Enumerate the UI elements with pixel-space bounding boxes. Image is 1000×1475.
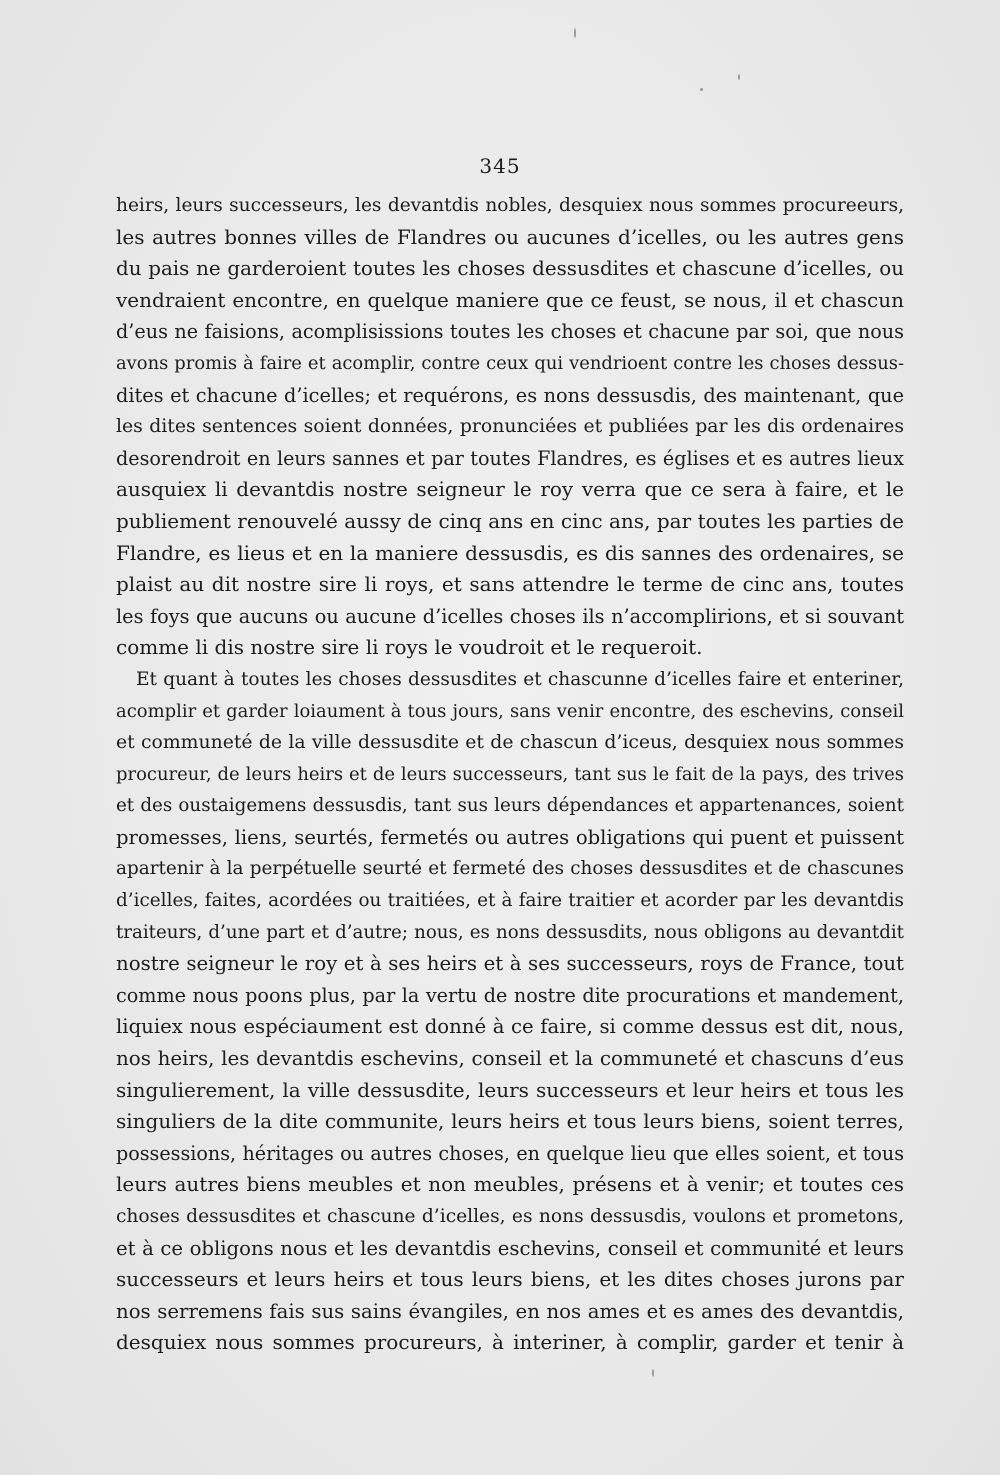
paper-speck <box>574 28 576 38</box>
page-number: 345 <box>479 154 521 178</box>
text-line: plaist au dit nostre sire li roys, et sans attendre le terme de cinc ans, toutes <box>116 572 904 597</box>
text-line: d’eus ne faisions, acomplisissions toutes les choses et chacune par soi, que nous <box>116 320 904 344</box>
text-line: leurs autres biens meubles et non meubles, présens et à venir; et toutes ces <box>116 1172 904 1197</box>
text-line: vendraient encontre, en quelque maniere que ce feust, se nous, il et chascun <box>116 287 904 312</box>
text-line: du pais ne garderoient toutes les choses dessusdites et chascune d’icelles, ou <box>116 257 904 281</box>
body-text <box>116 190 904 1359</box>
text-line: nos serremens fais sus sains évangiles, en nos ames et es ames des devantdis, <box>116 1299 904 1323</box>
text-line: procureur, de leurs heirs et de leurs successeurs, tant sus le fait de la pays, des trives <box>116 763 904 785</box>
text-line: les dites sentences soient données, pronunciées et publiées par les dis ordenaires <box>116 416 904 438</box>
text-line: acomplir et garder loiaument à tous jours, sans venir encontre, des eschevins, conseil <box>116 700 904 722</box>
text-line: et des oustaigemens dessusdis, tant sus leurs dépendances et appartenances, soient <box>116 795 904 817</box>
text-line: desorendroit en leurs sannes et par toutes Flandres, es églises et es autres lieux <box>116 446 904 470</box>
text-line: nostre seigneur le roy et à ses heirs et à ses successeurs, roys de France, tout <box>116 952 904 976</box>
text-line: heirs, leurs successeurs, les devantdis nobles, desquiex nous sommes procureeurs, <box>116 195 904 216</box>
text-line: dites et chacune d’icelles; et requérons, es nons dessusdis, des maintenant, que <box>116 383 904 407</box>
text-line: les autres bonnes villes de Flandres ou aucunes d’icelles, ou les autres gens <box>116 224 904 249</box>
text-line: Flandre, es lieus et en la maniere dessusdis, es dis sannes des ordenaires, se <box>116 540 904 565</box>
text-line: avons promis à faire et acomplir, contre ceux qui vendrioent contre les choses dessus- <box>116 352 904 374</box>
text-line: singulierement, la ville dessusdite, leurs successeurs et leur heirs et tous les <box>116 1077 904 1102</box>
paper-speck <box>738 74 740 80</box>
text-line: promesses, liens, seurtés, fermetés ou autres obligations qui puent et puissent <box>116 825 904 849</box>
text-line: et communeté de la ville dessusdite et de chascun d’iceus, desquiex nous sommes <box>116 732 904 754</box>
text-line: desquiex nous sommes procureurs, à interiner, à complir, garder et tenir à <box>116 1330 904 1355</box>
text-line: comme nous poons plus, par la vertu de nostre dite procurations et mandement, <box>116 983 904 1007</box>
text-line: choses dessusdites et chascune d’icelles, es nons dessusdis, voulons et prometons, <box>116 1206 904 1227</box>
text-line: et à ce obligons nous et les devantdis eschevins, conseil et communité et leurs <box>116 1236 904 1260</box>
text-line: possessions, héritages ou autres choses, en quelque lieu que elles soient, et tous <box>116 1141 904 1165</box>
text-line: d’icelles, faites, acordées ou traitiées, et à faire traitier et acorder par les devantdis <box>116 890 904 912</box>
paper-speck <box>700 88 703 91</box>
text-line: singuliers de la dite communite, leurs heirs et tous leurs biens, soient terres, <box>116 1109 904 1134</box>
text-line: ausquiex li devantdis nostre seigneur le roy verra que ce sera à faire, et le <box>116 477 904 502</box>
paper-speck <box>652 1369 654 1377</box>
text-line: comme li dis nostre sire li roys le voudroit et le requeroit. <box>116 635 703 660</box>
text-line: traiteurs, d’une part et d’autre; nous, es nons dessusdits, nous obligons au devantdit <box>116 921 904 943</box>
text-line: successeurs et leurs heirs et tous leurs biens, et les dites choses jurons par <box>116 1267 904 1292</box>
text-line: liquiex nous espéciaument est donné à ce faire, si comme dessus est dit, nous, <box>116 1015 904 1039</box>
text-line: les foys que aucuns ou aucune d’icelles choses ils n’accomplirions, et si souvant <box>116 604 904 628</box>
text-line: nos heirs, les devantdis eschevins, conseil et la communeté et chascuns d’eus <box>116 1047 904 1071</box>
text-line: publiement renouvelé aussy de cinq ans en cinc ans, par toutes les parties de <box>116 508 904 533</box>
text-line: Et quant à toutes les choses dessusdites et chascunne d’icelles faire et enteriner, <box>136 668 904 690</box>
text-line: apartenir à la perpétuelle seurté et fermeté des choses dessusdites et de chascunes <box>116 858 904 880</box>
